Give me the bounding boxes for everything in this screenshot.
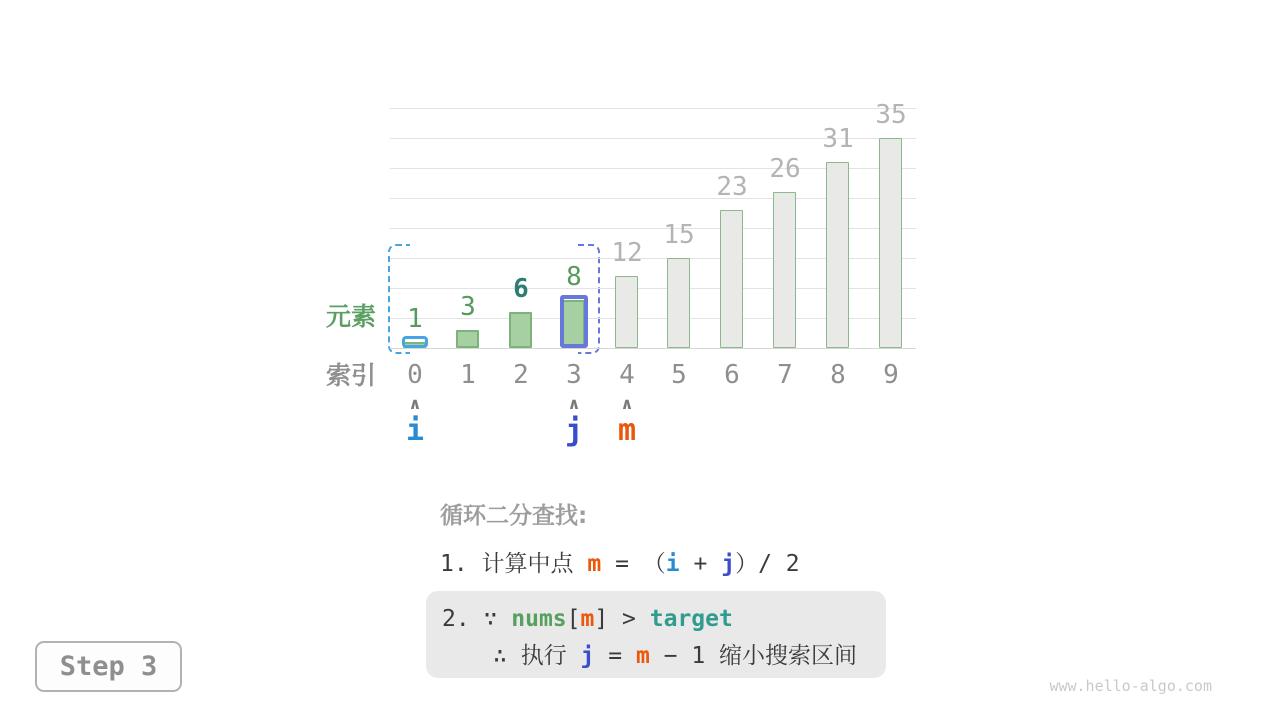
var-target: target: [649, 606, 733, 632]
bar-index-8: [826, 162, 849, 348]
bar-index-6: [720, 210, 743, 348]
var-m: m: [635, 643, 650, 669]
index-label: 1: [460, 360, 476, 390]
bar-value-label: 12: [611, 238, 643, 268]
var-m: m: [587, 551, 602, 577]
bar-index-5: [667, 258, 690, 348]
explanation-step-1: [440, 549, 800, 579]
step-badge: Step 3: [35, 641, 182, 692]
bar-value-label: 6: [513, 274, 529, 304]
i-pointer-highlight: [402, 336, 428, 348]
step2-condition: [426, 591, 886, 638]
pointer-label-i: i: [405, 413, 425, 448]
step2-text-a: 2. ∵: [442, 606, 512, 632]
bar-value-label: 35: [875, 100, 907, 130]
step2-action: [426, 638, 886, 675]
gridline: [390, 348, 916, 349]
pointer-caret-icon: ∧: [567, 394, 581, 413]
step1-text-b: = （: [601, 551, 666, 577]
gridline: [390, 108, 916, 109]
bar-value-label: 15: [663, 220, 695, 250]
index-label: 6: [724, 360, 740, 390]
var-nums: nums: [511, 606, 567, 632]
bar-value-label: 8: [566, 262, 582, 292]
watermark: www.hello-algo.com: [1049, 677, 1212, 695]
explanation-step-2-box: [426, 591, 886, 678]
bar-value-label: 23: [716, 172, 748, 202]
explanation-title: 循环二分查找:: [440, 503, 588, 529]
j-pointer-highlight: [560, 295, 588, 348]
index-label: 2: [513, 360, 529, 390]
var-m: m: [580, 606, 595, 632]
var-j: j: [580, 643, 595, 669]
step2-text-b: [: [566, 606, 581, 632]
var-i: i: [665, 551, 680, 577]
bar-value-label: 3: [460, 292, 476, 322]
step1-text-d: ）/ 2: [735, 551, 800, 577]
step1-text-a: 1. 计算中点: [440, 551, 588, 577]
index-label: 8: [830, 360, 846, 390]
bar-index-2: [509, 312, 532, 348]
pointer-caret-icon: ∧: [620, 394, 634, 413]
step2-text-c: ] >: [594, 606, 650, 632]
indices-axis-label: 索引: [325, 361, 376, 390]
pointer-caret-icon: ∧: [408, 394, 422, 413]
index-label: 4: [619, 360, 635, 390]
pointer-label-j: j: [564, 413, 584, 448]
bar-index-1: [456, 330, 479, 348]
step2-action-c: − 1 缩小搜索区间: [649, 643, 858, 669]
bar-index-4: [615, 276, 638, 348]
bar-value-label: 26: [769, 154, 801, 184]
bar-value-label: 31: [822, 124, 854, 154]
pointer-label-m: m: [617, 413, 637, 448]
index-label: 0: [407, 360, 423, 390]
var-j: j: [721, 551, 736, 577]
index-label: 9: [883, 360, 899, 390]
index-label: 3: [566, 360, 582, 390]
bar-index-9: [879, 138, 902, 348]
bar-value-label: 1: [407, 304, 423, 334]
step1-text-c: +: [679, 551, 722, 577]
index-label: 7: [777, 360, 793, 390]
bar-index-7: [773, 192, 796, 348]
step2-action-b: =: [594, 643, 636, 669]
index-label: 5: [671, 360, 687, 390]
step2-action-a: ∴ 执行: [493, 643, 581, 669]
elements-axis-label: 元素: [325, 302, 376, 331]
